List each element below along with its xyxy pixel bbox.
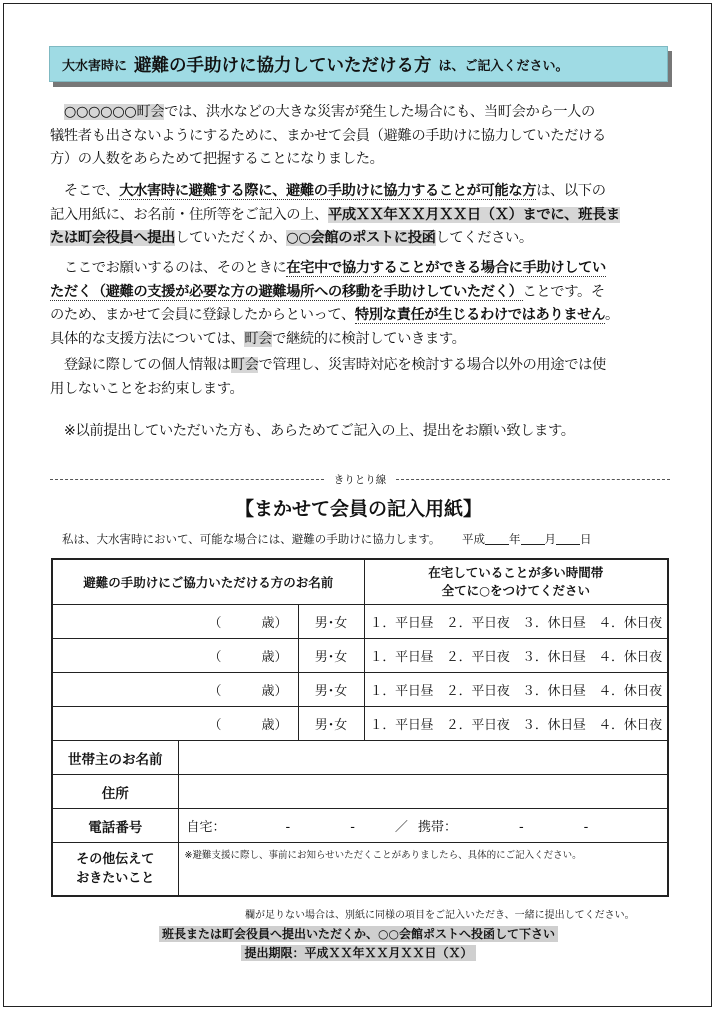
address-label: 住所 — [52, 775, 178, 809]
intro-paragraph-1: ○○○○○○町会では、洪水などの大きな災害が発生した場合にも、当町会から一人の 犠牲者も出さないようにするために、まかせて会員（避難の手助けに協力していただける 方）の人数をあらためて把握することになりました。 — [50, 104, 606, 167]
submit-deadline: 提出期限：平成ＸＸ年ＸＸ月ＸＸ日（Ｘ） — [0, 944, 717, 961]
helper-row — [52, 707, 668, 741]
sex-option[interactable]: 男･女 — [298, 639, 364, 673]
banner-suffix: は、ご記入ください。 — [438, 58, 569, 74]
form-title: 【まかせて会員の記入用紙】 — [234, 498, 482, 520]
helper-row — [52, 639, 668, 673]
helper-name-age-field[interactable]: （ 歳） — [52, 673, 298, 707]
phone-field[interactable]: 自宅： - - ／ 携帯： - - — [178, 809, 668, 843]
helper-name-age-field[interactable]: （ 歳） — [52, 639, 298, 673]
day-field[interactable] — [556, 532, 580, 545]
householder-label: 世帯主のお名前 — [52, 741, 178, 775]
intro-paragraph-3: ここでお願いするのは、そのときに在宅中で協力することができる場合に手助けしてい ただく（避難の支援が必要な方の避難場所への移動を手助けしていただく）ことです。そ のため、まかせて会員に登録したからといって、特別な責任が生じるわけではありません。 具体的な支援方法については、町会で継続的に検討していきます。 — [50, 260, 619, 347]
intro-paragraph-2: そこで、大水害時に避難する際に、避難の手助けに協力することが可能な方は、以下の 記入用紙に、お名前・住所等をご記入の上、平成ＸＸ年ＸＸ月ＸＸ日（Ｘ）までに、班長ま たは町会役員へ提出していただくか、○○会館のポストに投函してください。 — [50, 183, 620, 246]
pledge-line: 私は、大水害時において、可能な場合には、避難の手助けに協力します。 平成 年 月 日 — [62, 532, 592, 546]
time-options[interactable]: １．平日昼 ２．平日夜 ３．休日昼 ４．休日夜 — [364, 605, 668, 639]
other-info-label: その他伝えて おきたいこと — [52, 843, 178, 897]
helper-row — [52, 605, 668, 639]
cut-line — [50, 471, 670, 487]
cut-line-label: きりとり線 — [333, 473, 387, 486]
town-association-name: ○○○○○○町会 — [63, 104, 165, 120]
intro-paragraph-4: 登録に際しての個人情報は町会で管理し、災害時対応を検討する場合以外の用途では使 用しないことをお約束します。 — [50, 357, 606, 397]
banner-main: 避難の手助けに協力していただける方 — [134, 55, 432, 76]
sex-option[interactable]: 男･女 — [298, 605, 364, 639]
month-field[interactable] — [521, 532, 545, 545]
helper-name-age-field[interactable]: （ 歳） — [52, 707, 298, 741]
submit-instruction: 班長または町会役員へ提出いただくか、○○会館ポストへ投函して下さい — [0, 925, 717, 942]
helper-name-age-field[interactable]: （ 歳） — [52, 605, 298, 639]
header-home-time: 在宅していることが多い時間帯 全てに○をつけてください — [364, 559, 668, 605]
other-info-note: ※避難支援に際し、事前にお知らせいただくことがありましたら、具体的にご記入ください。 — [184, 850, 582, 861]
intro-note: ※以前提出していただいた方も、あらためてご記入の上、提出をお願い致します。 — [50, 423, 575, 439]
header-helper-name: 避難の手助けにご協力いただける方のお名前 — [52, 559, 364, 605]
banner-box — [49, 46, 668, 82]
phone-label: 電話番号 — [52, 809, 178, 843]
sex-option[interactable]: 男･女 — [298, 707, 364, 741]
registration-table — [51, 558, 669, 897]
banner-prefix: 大水害時に — [62, 58, 128, 74]
address-field[interactable] — [178, 775, 668, 809]
sex-option[interactable]: 男･女 — [298, 673, 364, 707]
time-options[interactable]: １．平日昼 ２．平日夜 ３．休日昼 ４．休日夜 — [364, 707, 668, 741]
helper-row — [52, 673, 668, 707]
heading-banner — [49, 46, 673, 88]
householder-name-field[interactable] — [178, 741, 668, 775]
other-info-field[interactable] — [178, 843, 668, 897]
footnote: 欄が足りない場合は、別紙に同様の項目をご記入いただき、一緒に提出してください。 — [245, 910, 635, 921]
deadline-highlight: 平成ＸＸ年ＸＸ月ＸＸ日（Ｘ）までに、班長ま — [327, 206, 620, 223]
time-options[interactable]: １．平日昼 ２．平日夜 ３．休日昼 ４．休日夜 — [364, 673, 668, 707]
year-field[interactable] — [485, 532, 509, 545]
time-options[interactable]: １．平日昼 ２．平日夜 ３．休日昼 ４．休日夜 — [364, 639, 668, 673]
